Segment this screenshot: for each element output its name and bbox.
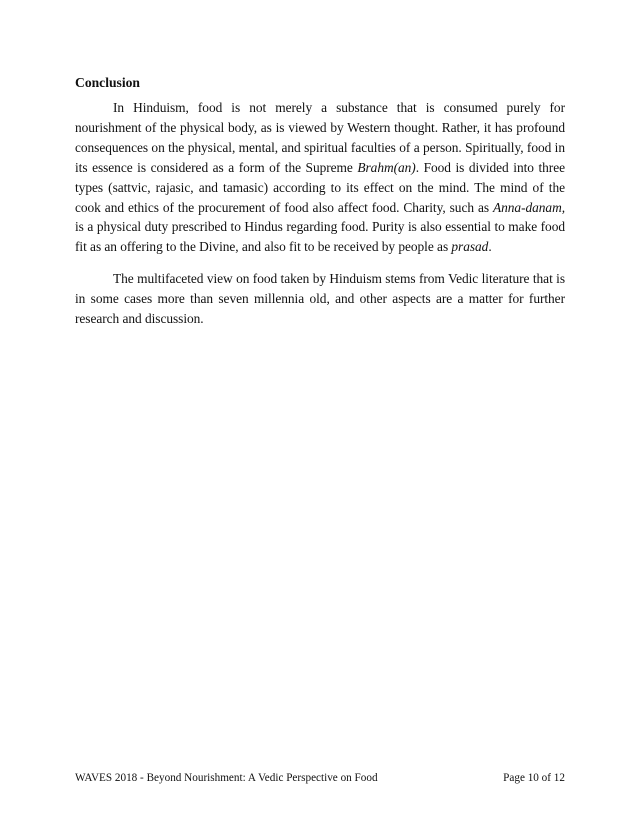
paragraph-1-text-1: In Hinduism, food is not merely a substance that is consumed purely for nourishment of the physical body, as is viewed by Western thought. Rather, it has profound consequences on the physical, mental, and spiritual faculties of a person. Spiritually, food in its essence is considered as a form of the Supreme bbox=[75, 100, 565, 175]
paragraph-1-italic-brahman: Brahm(an) bbox=[357, 159, 416, 175]
footer-title: WAVES 2018 - Beyond Nourishment: A Vedic Perspective on Food bbox=[75, 772, 378, 784]
page-body bbox=[75, 73, 565, 341]
paragraph-1 bbox=[75, 98, 565, 257]
page-footer bbox=[75, 771, 565, 785]
paragraph-1-text-2: . Food is divided into three types (sattvic, rajasic, and tamasic) according to its effect on the mind. The mind of the cook and ethics of the procurement of food also affect food. Charity, such as bbox=[75, 159, 565, 215]
section-heading: Conclusion bbox=[75, 75, 140, 90]
footer-page-number: Page 10 of 12 bbox=[503, 772, 565, 784]
paragraph-1-italic-prasad: prasad bbox=[451, 239, 489, 255]
paragraph-1-text-3: is a physical duty prescribed to Hindus regarding food. Purity is also essential to make food fit as an offering to the Divine, and also fit to be received by people as bbox=[75, 219, 565, 255]
paragraph-1-text-4: . bbox=[488, 239, 492, 255]
paragraph-2: The multifaceted view on food taken by Hinduism stems from Vedic literature that is in some cases more than seven millennia old, and other aspects are a matter for further research and discussion. bbox=[75, 271, 565, 327]
paragraph-1-italic-anna-danam: Anna-danam, bbox=[493, 199, 565, 215]
